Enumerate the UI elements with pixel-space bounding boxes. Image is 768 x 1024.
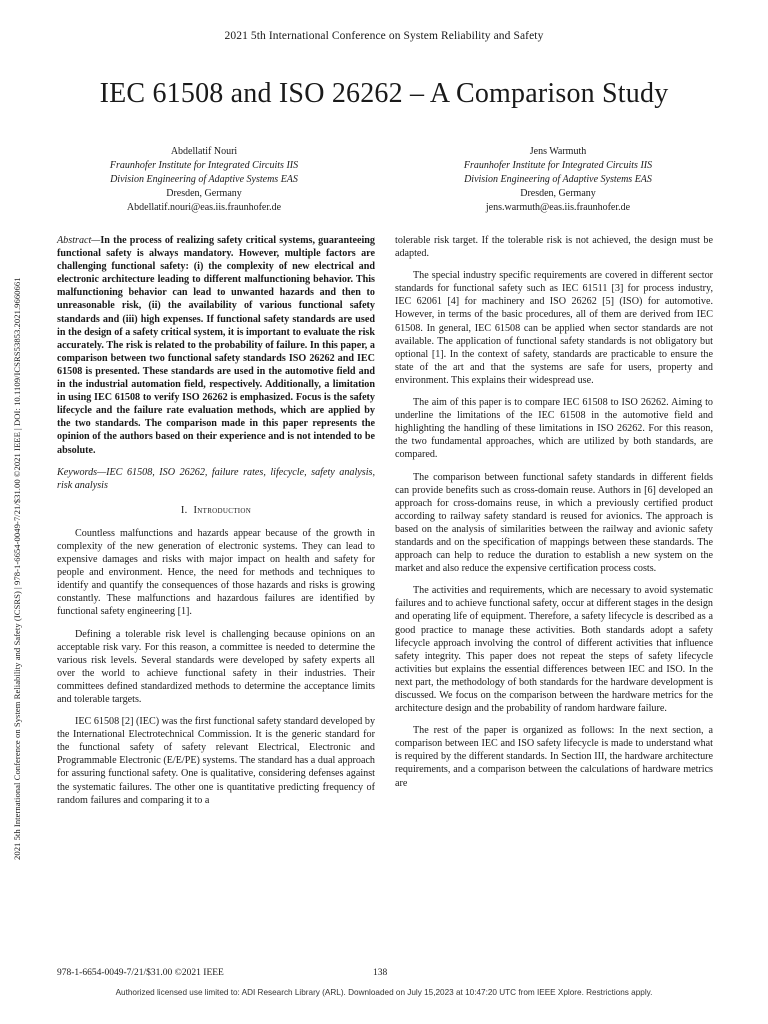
paragraph: The special industry specific requirements are covered in different sector standards for functional safety such as IEC 61511 [3] for process industry, IEC 62061 [4] for machinery and ISO 26262 [5] (ISO) for automotive. However, in terms of the basic procedures, all of them are derived from IEC 61508. In general, IEC 61508 can be applied when sector standards are not available. The application of functional safety standards is not obligatory but optional [1]. In the context of safety, standards are practicable to ensure the state of the art and that the systems are safe for users, property and environment. This explains their widespread use. [395,270,713,386]
author-block-1 [54,145,354,215]
doi-side-note [12,160,22,1020]
footer-copyright: 978-1-6654-0049-7/21/$31.00 ©2021 IEEE [57,968,224,978]
author-division: Division Engineering of Adaptive Systems EAS [110,174,298,185]
paper-title: IEC 61508 and ISO 26262 – A Comparison Study [99,78,669,109]
doi-side-note-text: 2021 5th International Conference on System Reliability and Safety (ICSRS) | 978-1-6654-0049-7/21/$31.00 ©2021 IEEE | DOI: 10.1109/ICSRS53853.2021.9660661 [12,277,22,860]
author-name: Jens Warmuth [529,146,587,157]
author-affiliation: Fraunhofer Institute for Integrated Circuits IIS [109,160,299,171]
author-location: Dresden, Germany [520,188,596,199]
author-division: Division Engineering of Adaptive Systems EAS [464,174,652,185]
paragraph: The comparison between functional safety standards in different fields can provide benefits such as cross-domain reuse. Authors in [6] developed an approach for cross-domains reuse, in which a previously certified product according to railway safety standard is reused for avionics. The approach is based on the analysis of similarities between the railway and avionic safety standards and on the specification of mappings between these standards. The approach can help to reduce the duration to establish a new system on the market and also reduce the expensive certification process costs. [395,471,713,575]
paragraph: tolerable risk target. If the tolerable risk is not achieved, the design must be adapted. [395,235,713,260]
section-title: Introduction [193,504,252,516]
author-location: Dresden, Germany [166,188,242,199]
paragraph: Countless malfunctions and hazards appear because of the growth in complexity of the new generation of electronic systems. They can lead to expensive damages and risks with major impact on health and safety for people and environment. Hence, the need for methods and techniques to identify and quantify the consequences of those hazards and risks is growing constantly. These malfunctions and hazardous failures are identified by functional safety engineering [1]. [57,527,375,618]
section-heading-introduction [57,504,375,517]
author-block-2 [408,145,708,215]
keywords: Keywords—IEC 61508, ISO 26262, failure rates, lifecycle, safety analysis, risk analysis [57,466,375,491]
right-column [395,234,713,799]
license-notice: Authorized licensed use limited to: ADI Research Library (ARL). Downloaded on July 15,2023 at 10:47:20 UTC from IEEE Xplore. Restrictions apply. [115,988,653,997]
paragraph: The aim of this paper is to compare IEC 61508 to ISO 26262. Aiming to underline the limitations of the IEC 61508 in the automotive field and highlighting the handling of these limitations in ISO 26262. For this reason, the two fundamental approaches, which are utilized by both standards, are compared. [395,397,713,461]
author-email[interactable]: jens.warmuth@eas.iis.fraunhofer.de [485,202,631,213]
abstract [57,234,375,457]
paragraph: Defining a tolerable risk level is challenging because opinions on an acceptable risk vary. For this reason, a committee is needed to determine the various risk levels. Several standards were developed by safety experts all over the world to achieve functional safety in their industries. Their committees defined standardized methods to determine the acceptance limits and tolerable targets. [57,628,375,705]
author-affiliation: Fraunhofer Institute for Integrated Circuits IIS [463,160,653,171]
paragraph: The rest of the paper is organized as follows: In the next section, a comparison between IEC and ISO safety lifecycle is made to understand what is required by the different standards. In Section III, the hardware architecture requirements, and a comparison between the calculations of hardware metrics are [395,725,713,789]
abstract-body: In the process of realizing safety critical systems, guaranteeing functional safety is always mandatory. However, multiple factors are challenging functional safety: (i) the complexity of new electrical and electronic architecture leading to different malfunctioning behavior. This malfunctioning behavior can lead to unwanted hazards and then to unreasonable risk, (ii) the availability of various functional safety standards and (iii) high expenses. If functional safety standards are used in the design of a safety critical system, it is important to evaluate the risk accurately. The risk is related to the probability of failure. In this paper, a comparison between two functional safety standards ISO 26262 and IEC 61508 is presented. These standards are used in the automotive field and in the industrial automation field, respectively. Additionally, a limitation in using IEC 61508 to verify ISO 26262 is emphasized. Focus is the safety lifecycle and the failure rate evaluation methods, which are applied by the two standards. The comparison made in this paper represents the opinion of the authors based on their experience and is not intended to be absolute. [57,235,375,456]
author-name: Abdellatif Nouri [170,146,238,157]
abstract-lead: Abstract— [57,235,101,246]
conference-header: 2021 5th International Conference on System Reliability and Safety [224,30,544,42]
left-column [57,234,375,816]
section-number: I. [180,504,188,516]
paragraph: The activities and requirements, which are necessary to avoid systematic failures and to achieve functional safety, occur at different stages in the design and operating life of equipment. Therefore, a safety lifecycle is described as a good practice to manage these activities. Both standards adopt a safety lifecycle approach involving the control of different activities that influence safety integrity. This paper does not repeat the steps of safety lifecycle activities but explains the essential differences between IEC and ISO. In the next part, the methodology of both standards for the hardware development is discussed. We focus on the comparison between the hardware metrics for the architecture design and the probability of random hardware failure. [395,585,713,715]
paragraph: IEC 61508 [2] (IEC) was the first functional safety standard developed by the International Electrotechnical Commission. It is the generic standard for the functional safety of safety relevant Electrical, Electronic and Programmable Electronic (E/E/PE) systems. The standard has a dual approach for assuring functional safety. One is qualitative, considering defenses against the systematic failures. The other one is quantitative predicting frequency of random failures and comparing it to a [57,716,376,806]
page-number: 138 [373,968,388,978]
author-email[interactable]: Abdellatif.nouri@eas.iis.fraunhofer.de [126,202,282,213]
